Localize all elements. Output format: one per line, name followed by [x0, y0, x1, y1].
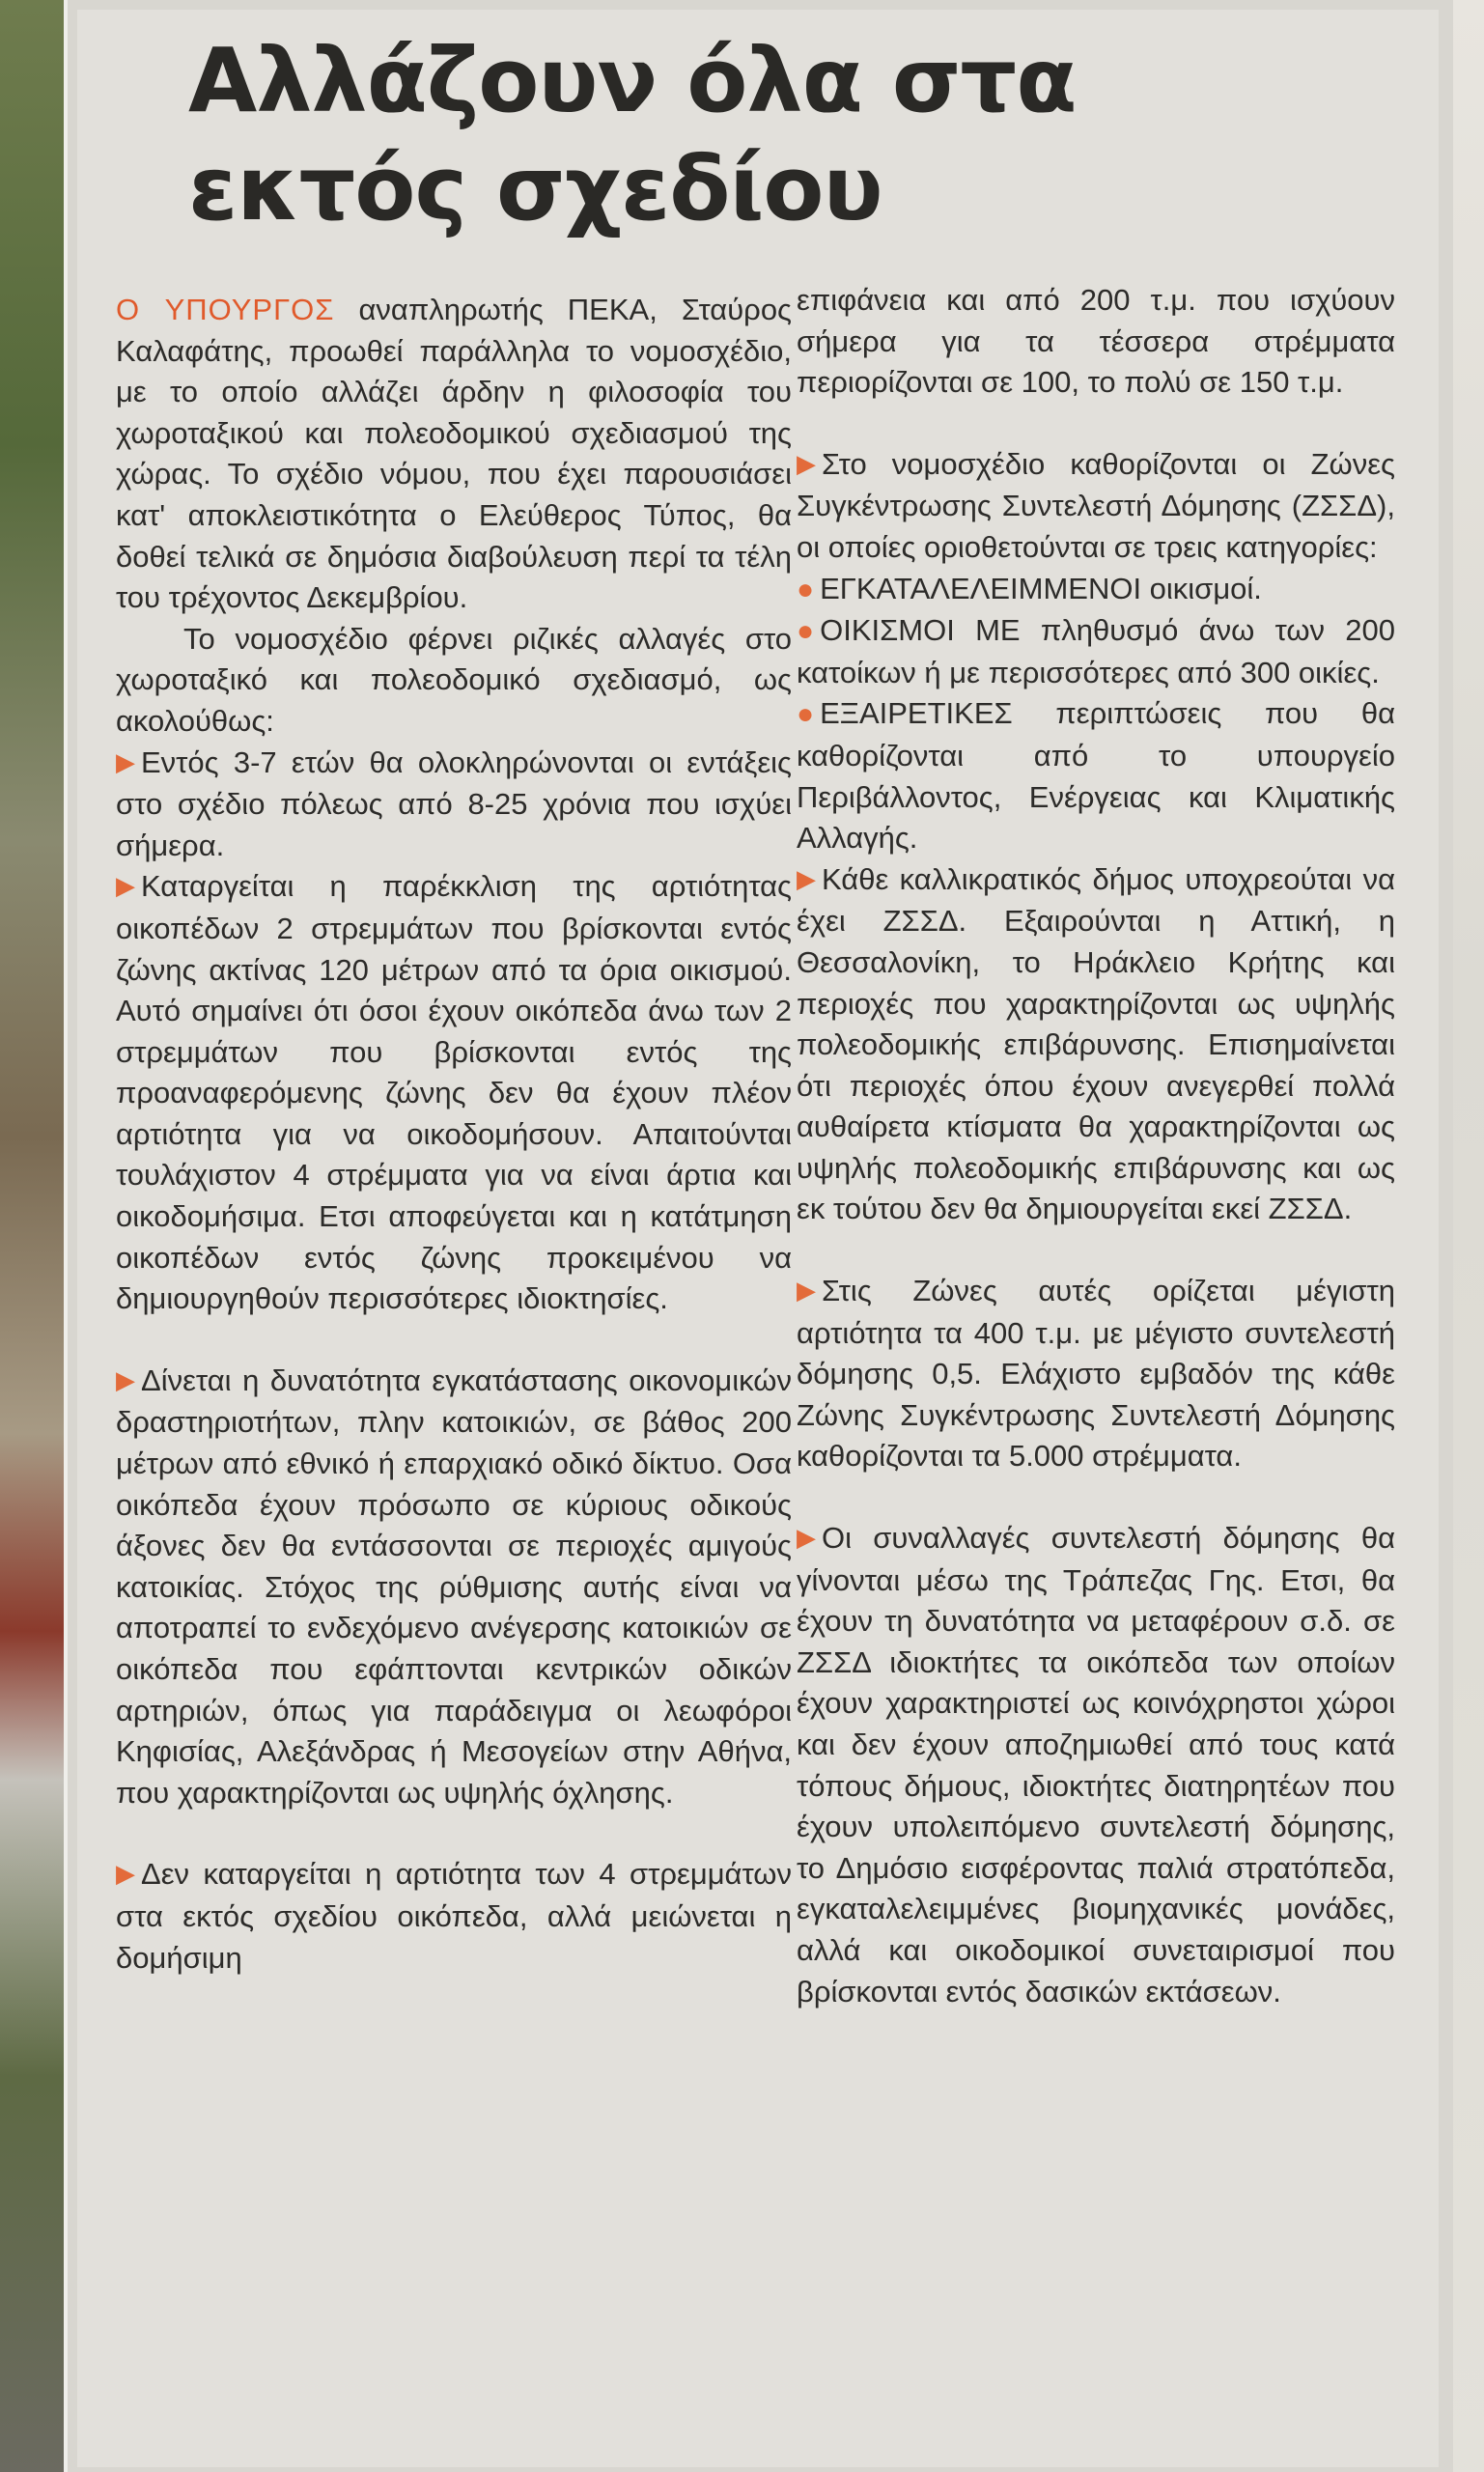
adjacent-page-edge: [1453, 0, 1484, 2472]
bullet-item: ▶ Δίνεται η δυνατότητα εγκατάστασης οικονομικών δραστηριοτήτων, πλην κατοικιών, σε βάθος 200 μέτρων από εθνικό ή επαρχιακό οδικό δίκτυο. Οσα οικόπεδα έχουν πρόσωπο σε κύριους οδικούς άξονες δεν θα εντάσσονται σε περιοχές αμιγούς κατοικίας. Στόχος της ρύθμισης αυτής είναι να αποτραπεί το ενδεχόμενο ανέγερσης κατοικιών σε οικόπεδα που εφάπτονται κεντρικών οδικών αρτηριών, όπως για παράδειγμα οι λεωφόροι Κηφισίας, Αλεξάνδρας ή Μεσογείων στην Αθήνα, που χαρακτηρίζονται ως υψηλής όχλησης.: [116, 1361, 792, 1814]
lead-paragraph: Το νομοσχέδιο φέρνει ριζικές αλλαγές στο χωροταξικό και πολεοδομικό σχεδιασμό, ως ακολούθως:: [116, 621, 792, 738]
triangle-arrow-icon: ▶: [797, 448, 816, 478]
bullet-item: ▶ Κάθε καλλικρατικός δήμος υποχρεούται να έχει ΖΣΣΔ. Εξαιρούνται η Αττική, η Θεσσαλονίκη, το Ηράκλειο Κρήτης και περιοχές που χαρακτηρίζονται ως υψηλής πολεοδομικής επιβάρυνσης. Επισημαίνεται ότι περιοχές όπου έχουν ανεγερθεί πολλά αυθαίρετα κτίσματα θα χαρακτηρίζονται ως υψηλής πολεοδομικής επιβάρυνσης και ως εκ τούτου δεν θα δημιουργείται εκεί ΖΣΣΔ.: [797, 859, 1395, 1230]
article: [77, 10, 1439, 2467]
kicker: Ο ΥΠΟΥΡΓΟΣ: [116, 293, 335, 326]
triangle-arrow-icon: ▶: [116, 1364, 135, 1394]
bullet-item: ▶ Στο νομοσχέδιο καθορίζονται οι Ζώνες Συγκέντρωσης Συντελεστή Δόμησης (ΖΣΣΔ), οι οποίες οριοθετούνται σε τρεις κατηγορίες:: [797, 444, 1395, 569]
triangle-arrow-icon: ▶: [797, 1523, 816, 1553]
bullet-item: ▶ Στις Ζώνες αυτές ορίζεται μέγιστη αρτιότητα τα 400 τ.μ. με μέγιστο συντελεστή δόμησης 0,5. Ελάχιστο εμβαδόν της κάθε Ζώνης Συγκέντρωσης Συντελεστή Δόμησης καθορίζονται τα 5.000 στρέμματα.: [797, 1271, 1395, 1477]
bullet-item: ▶ Εντός 3-7 ετών θα ολοκληρώνονται οι εντάξεις στο σχέδιο πόλεως από 8-25 χρόνια που ισχύει σήμερα.: [116, 743, 792, 867]
left-column: [116, 290, 792, 1979]
intro-text: αναπληρωτής ΠΕΚΑ, Σταύρος Καλαφάτης, προωθεί παράλληλα το νομοσχέδιο, με το οποίο αλλάζει άρδην η φιλοσοφία του χωροταξικού και πολεοδομικού σχεδιασμού της χώρας. Το σχέδιο νόμου, που έχει παρουσιάσει κατ' αποκλειστικότητα ο Ελεύθερος Τύπος, θα δοθεί τελικά σε δημόσια διαβούλευση περί τα τέλη του τρέχοντος Δεκεμβρίου.: [116, 293, 792, 615]
bullet-item: ▶ Δεν καταργείται η αρτιότητα των 4 στρεμμάτων στα εκτός σχεδίου οικόπεδα, αλλά μειώνεται η δομήσιμη: [116, 1854, 792, 1979]
category-item: ● ΕΞΑΙΡΕΤΙΚΕΣ περιπτώσεις που θα καθορίζονται από το υπουργείο Περιβάλλοντος, Ενέργειας και Κλιματικής Αλλαγής.: [797, 696, 1395, 856]
continuation-paragraph: επιφάνεια και από 200 τ.μ. που ισχύουν σήμερα για τα τέσσερα στρέμματα περιορίζονται σε 100, το πολύ σε 150 τ.μ.: [797, 283, 1395, 400]
right-column: [797, 280, 1395, 2012]
triangle-arrow-icon: ▶: [116, 746, 135, 776]
triangle-arrow-icon: ▶: [797, 863, 816, 893]
category-item: ● ΕΓΚΑΤΑΛΕΛΕΙΜΜΕΝΟΙ οικισμοί.: [797, 569, 1395, 611]
side-photo: [0, 0, 68, 2472]
round-dot-icon: ●: [797, 615, 815, 648]
round-dot-icon: ●: [797, 698, 815, 731]
triangle-arrow-icon: ▶: [116, 1859, 135, 1889]
headline: Αλλάζουν όλα στα εκτός σχεδίου: [188, 29, 1077, 240]
intro-paragraph: [116, 290, 792, 619]
triangle-arrow-icon: ▶: [116, 871, 135, 901]
round-dot-icon: ●: [797, 573, 815, 605]
bullet-item: ▶ Καταργείται η παρέκκλιση της αρτιότητας οικοπέδων 2 στρεμμάτων που βρίσκονται εντός ζώνης ακτίνας 120 μέτρων από τα όρια οικισμού. Αυτό σημαίνει ότι όσοι έχουν οικόπεδα άνω των 2 στρεμμάτων που βρίσκονται εντός της προαναφερόμενης ζώνης δεν θα έχουν πλέον αρτιότητα για να οικοδομήσουν. Απαιτούνται τουλάχιστον 4 στρέμματα για να είναι άρτια και οικοδομήσιμα. Ετσι αποφεύγεται και η κατάτμηση οικοπέδων εντός ζώνης προκειμένου να δημιουργηθούν περισσότερες ιδιοκτησίες.: [116, 866, 792, 1320]
category-item: ● ΟΙΚΙΣΜΟΙ ΜΕ πληθυσμό άνω των 200 κατοίκων ή με περισσότερες από 300 οικίες.: [797, 613, 1395, 689]
triangle-arrow-icon: ▶: [797, 1276, 816, 1306]
bullet-item: ▶ Οι συναλλαγές συντελεστή δόμησης θα γίνονται μέσω της Τράπεζας Γης. Ετσι, θα έχουν τη δυνατότητα να μεταφέρουν σ.δ. σε ΖΣΣΔ ιδιοκτήτες τα οικόπεδα των οποίων έχουν χαρακτηριστεί ως κοινόχρηστοι χώροι και δεν έχουν αποζημιωθεί από τους κατά τόπους δήμους, ιδιοκτήτες διατηρητέων που έχουν υπολειπόμενο συντελεστή δόμησης, το Δημόσιο εισφέροντας παλιά στρατόπεδα, εγκαταλελειμμένες βιομηχανικές μονάδες, αλλά και οικοδομικοί συνεταιρισμοί που βρίσκονται εντός δασικών εκτάσεων.: [797, 1518, 1395, 2012]
